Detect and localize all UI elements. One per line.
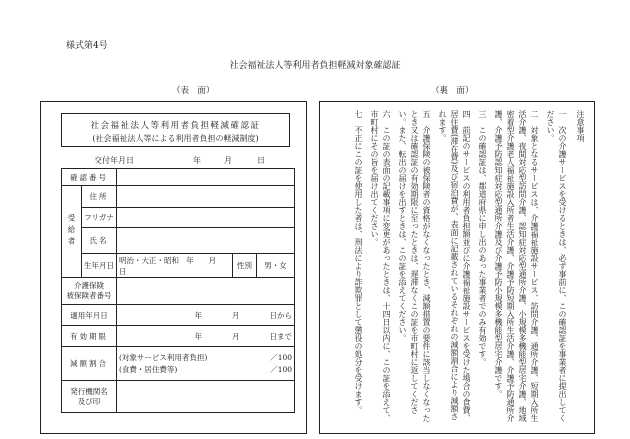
- row-furigana: [62, 208, 295, 228]
- sex-label: 性別: [233, 254, 257, 278]
- certificate-title-box: [61, 113, 290, 147]
- rate-meal-label: (食費・居住費等): [119, 364, 178, 374]
- row-apply-date: [62, 305, 295, 326]
- valid-until-label: 有効期限: [62, 326, 117, 347]
- row-valid-until: [62, 326, 295, 347]
- apply-date-label: 適用年月日: [62, 305, 117, 326]
- birthdate-eras: 明治・大正・昭和: [119, 255, 179, 265]
- certificate-form-table: [61, 168, 295, 413]
- front-side-label: （表 面）: [172, 86, 215, 96]
- note-item-5: 五 介護保険の被保険者の資格がなくなったとき、減額措置の要件に該当しなくなったとき又は確認証の有効期限に至ったときは、遅滞なくこの証を市町村に返してください。また、転出の届けを出すときは、この証を添えてください。: [398, 110, 431, 422]
- row-name: [62, 228, 295, 254]
- recipient-label: 受給者: [62, 186, 82, 278]
- issuer-field[interactable]: [117, 381, 295, 413]
- back-side-label: （裏 面）: [431, 86, 474, 96]
- document-title: 社会福祉法人等利用者負担軽減対象確認証: [229, 61, 401, 71]
- sex-options[interactable]: 男・女: [257, 254, 295, 278]
- back-notes: [328, 110, 586, 428]
- name-label: 氏名: [82, 228, 117, 254]
- issue-date-day: 日: [257, 156, 265, 165]
- rate-meal-denominator: ／100: [270, 364, 293, 374]
- issuer-label-line1: 発行機関名: [70, 386, 108, 396]
- certificate-title: 社会福祉法人等利用者負担軽減確認証: [90, 121, 261, 131]
- insured-number-label: [62, 278, 117, 305]
- insured-number-label-line2: 被保険者番号: [66, 291, 112, 300]
- apply-date-field[interactable]: 年 月 日から: [117, 305, 295, 326]
- note-item-4: 四 前記のサービスの利用者負担額並びに介護福祉施設サービスを受けた場合の食費、居住費(滞在費)及び宿泊費が、表面に記載されているそれぞれの減額割合により減額されます。: [438, 110, 471, 422]
- note-item-6: 六 この証の表面の記載事項に変更があったときは、十四日以内に、この証を添えて、市町村にその旨を届け出てください。: [370, 110, 391, 422]
- note-item-1: 一 次の介護サービスを受けるときは、必ず事前に、この確認証を事業者に提出してください。: [546, 110, 567, 422]
- furigana-label: フリガナ: [82, 208, 117, 228]
- row-reduction-rate: [62, 347, 295, 381]
- note-item-7: 七 不正にこの証を使用した者は、刑法により詐欺罪として懲役の処分を受けます。: [354, 110, 363, 414]
- birthdate-ymd: 年 月 日: [119, 255, 232, 276]
- row-issuer: [62, 381, 295, 413]
- note-item-2: 二 対象となるサービスは、介護福祉施設サービス、訪問介護、通所介護、短期入所生活介護、夜間対応型訪問介護、認知症対応型通所介護、小規模多機能型居宅介護、地域密着型介護老人福祉施設入所者生活介護、介護予防短期入所生活介護、介護予防通所介護、介護予防認知症対応型通所介護及び介護予防小規模多機能型居宅介護です。: [494, 110, 539, 422]
- address-field[interactable]: [117, 186, 295, 208]
- row-address: [62, 186, 295, 208]
- name-field[interactable]: [117, 228, 295, 254]
- valid-until-field[interactable]: 年 月 日まで: [117, 326, 295, 347]
- notes-heading: 注意事項: [576, 110, 585, 142]
- confirm-number-field[interactable]: [117, 169, 295, 186]
- birthdate-field[interactable]: [117, 254, 233, 278]
- insured-number-label-line1: 介護保険: [74, 281, 104, 290]
- certificate-subtitle: (社会福祉法人等による利用者負担の軽減制度): [92, 134, 259, 143]
- issuer-label: [62, 381, 117, 413]
- insured-number-field[interactable]: [117, 278, 295, 305]
- note-item-3: 三 この確認証は、都道府県に申し出のあった事業者でのみ有効です。: [478, 110, 487, 366]
- confirm-number-label: 確認番号: [62, 169, 117, 186]
- reduction-rate-label: 減額割合: [62, 347, 117, 381]
- row-birthdate: [62, 254, 295, 278]
- rate-service-line: [119, 352, 292, 364]
- form-number: 様式第4号: [66, 41, 108, 51]
- row-confirm-number: [62, 169, 295, 186]
- row-insured-number: [62, 278, 295, 305]
- issuer-label-line2: 及び印: [77, 396, 101, 406]
- issue-date-year: 年: [193, 156, 201, 165]
- rate-service-label: (対象サービス利用者負担): [119, 352, 208, 362]
- reduction-rate-field[interactable]: [117, 347, 295, 381]
- rate-service-denominator: ／100: [270, 352, 293, 362]
- furigana-field[interactable]: [117, 208, 295, 228]
- birthdate-label: 生年月日: [82, 254, 117, 278]
- rate-meal-line: [119, 364, 292, 376]
- address-label: 住所: [82, 186, 117, 208]
- issue-date-month: 月: [224, 156, 232, 165]
- issue-date-label: 交付年月日: [94, 156, 134, 165]
